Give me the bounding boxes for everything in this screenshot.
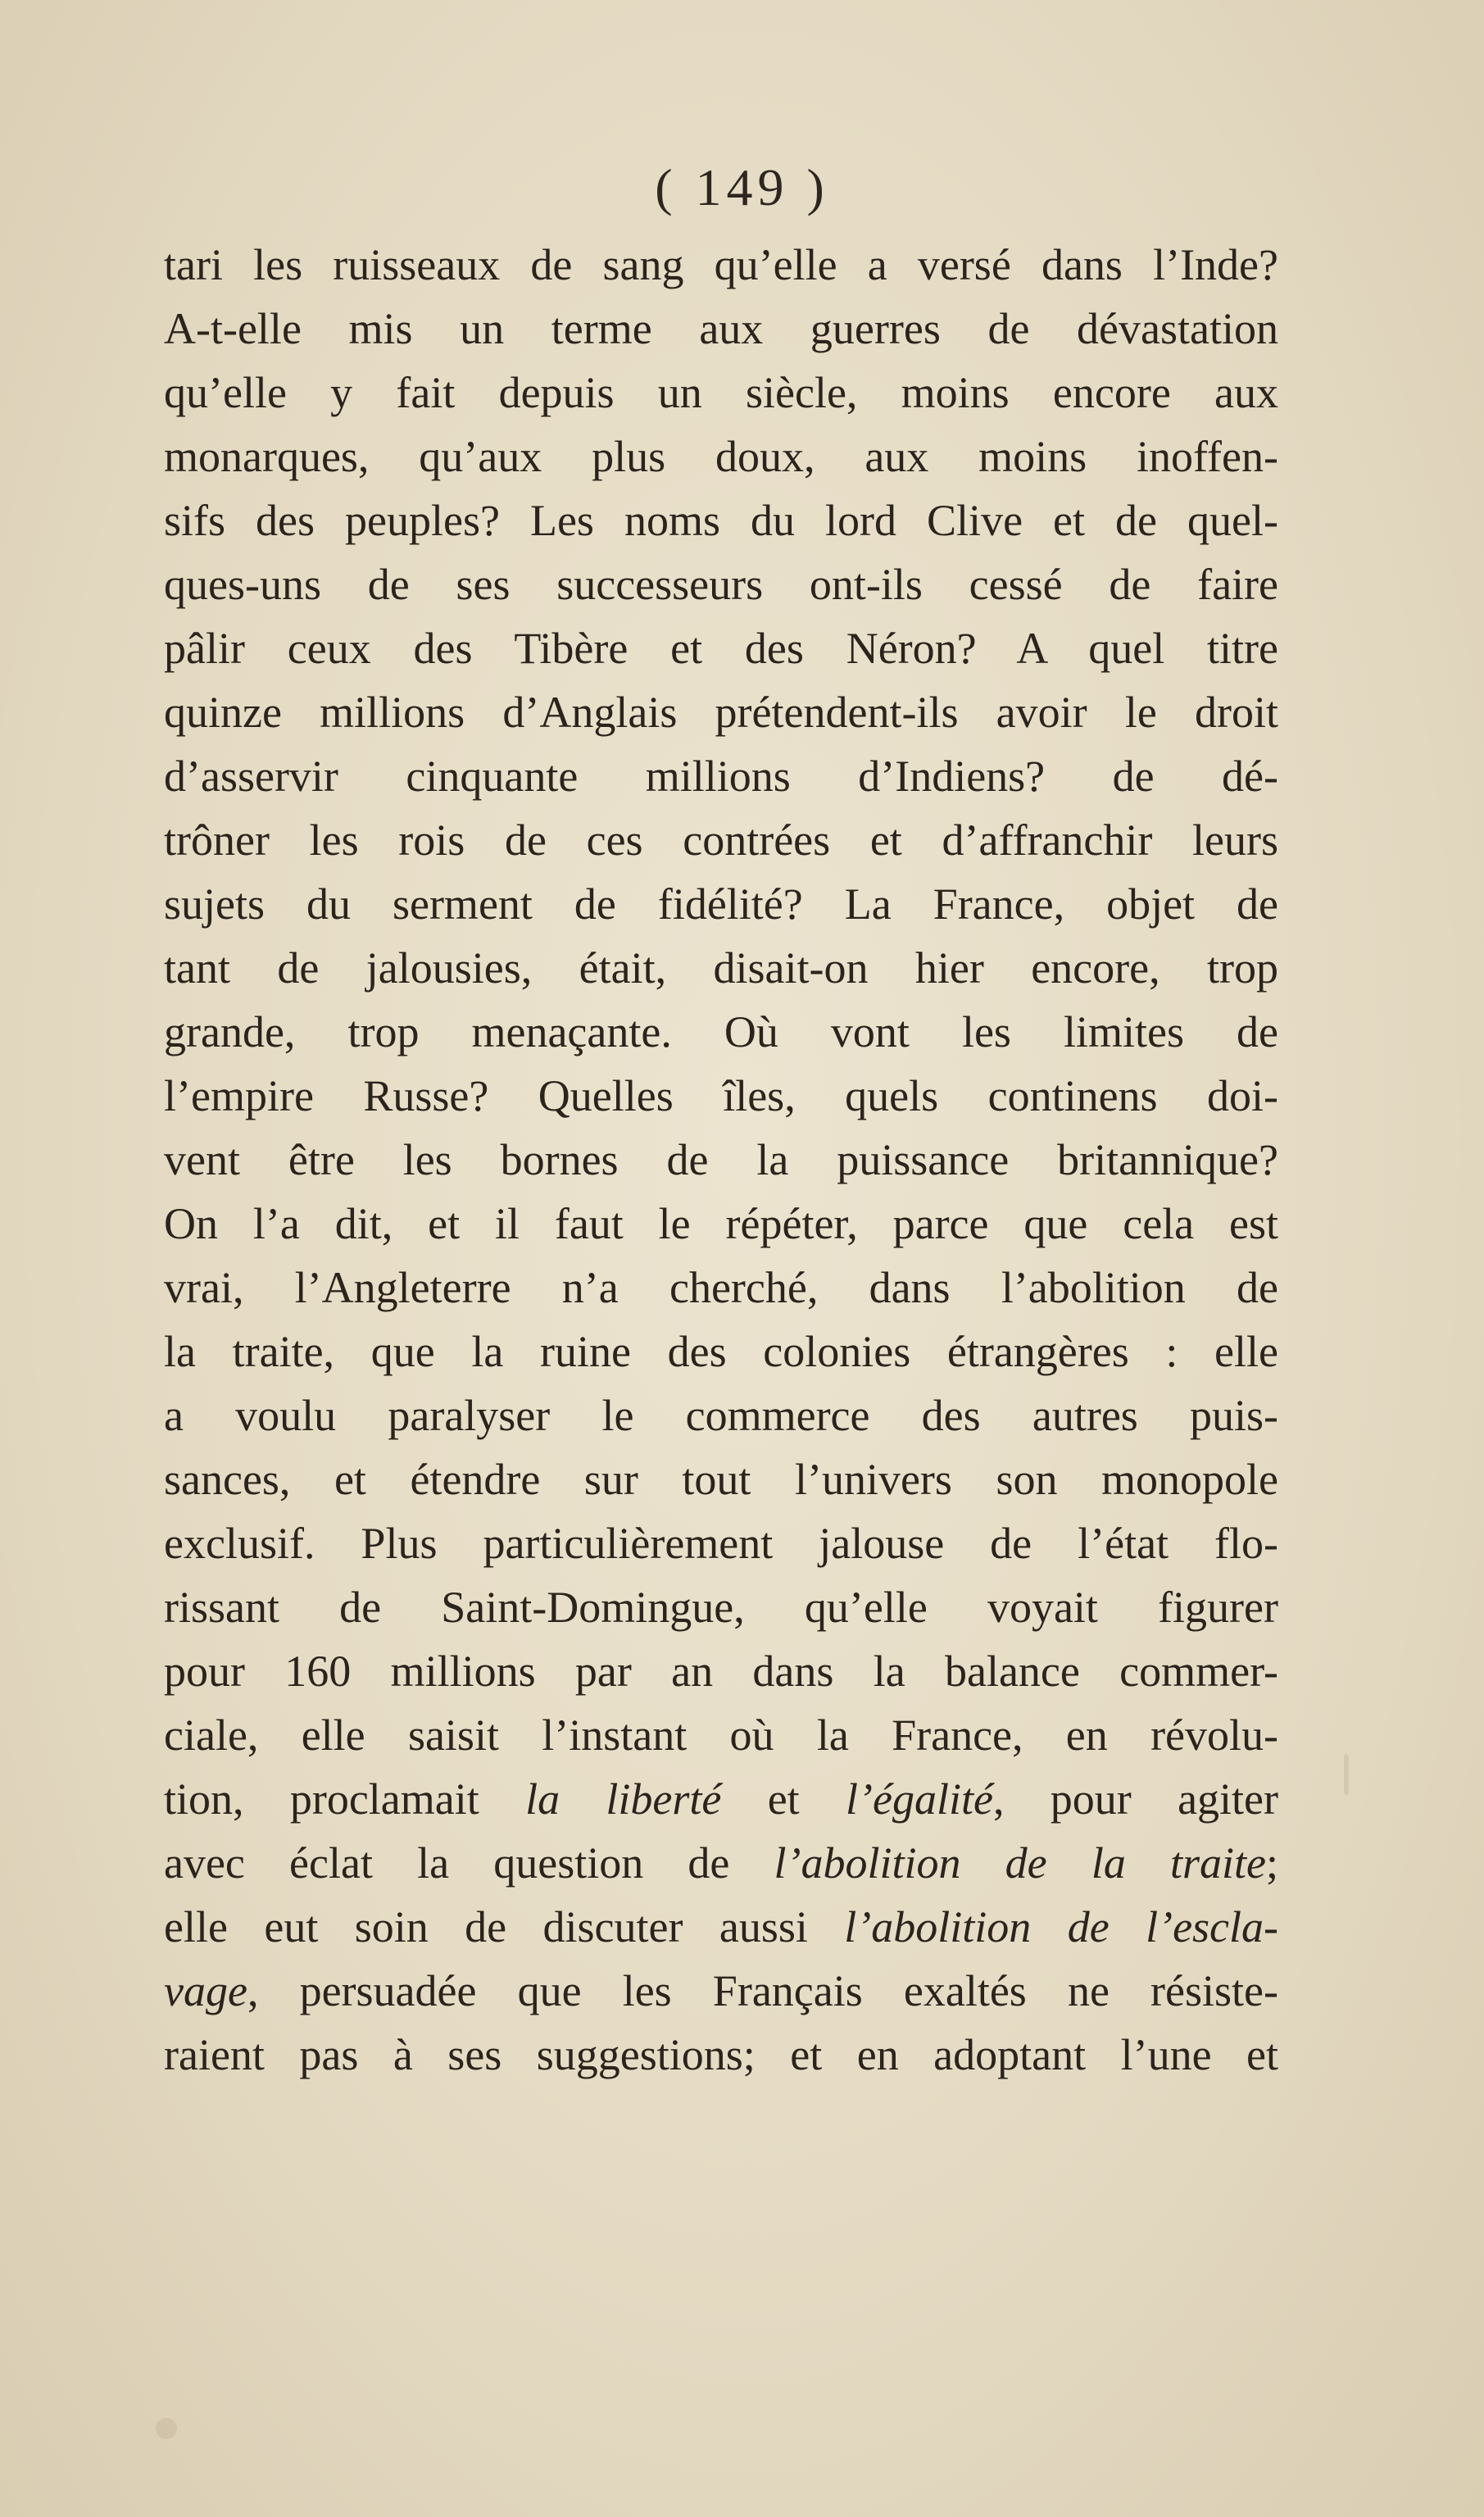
paper-stain <box>156 2418 177 2439</box>
text-line: elle eut soin de discuter aussi l’abolition de l’escla- <box>164 1902 1278 1951</box>
italic-phrase: la liberté <box>525 1774 722 1824</box>
text-line: A-t-elle mis un terme aux guerres de dévastation <box>164 304 1278 353</box>
text-line: ciale, elle saisit l’instant où la France, en révolu- <box>164 1711 1278 1760</box>
text-line: raient pas à ses suggestions; et en adoptant l’une et <box>164 2030 1278 2079</box>
text-line: pour 160 millions par an dans la balance commer- <box>164 1647 1278 1696</box>
text-line: a voulu paralyser le commerce des autres puis- <box>164 1391 1278 1440</box>
text-line: qu’elle y fait depuis un siècle, moins encore aux <box>164 368 1278 417</box>
text-line: sujets du serment de fidélité? La France, objet de <box>164 879 1278 929</box>
italic-phrase: vage <box>164 1966 247 2015</box>
text-line: tant de jalousies, était, disait-on hier encore, trop <box>164 943 1278 993</box>
text-line: rissant de Saint-Domingue, qu’elle voyait figurer <box>164 1583 1278 1632</box>
text-line: tari les ruisseaux de sang qu’elle a versé dans l’Inde? <box>164 240 1278 289</box>
italic-phrase: l’abolition de l’escla- <box>844 1902 1278 1951</box>
text-line: sifs des peuples? Les noms du lord Clive et de quel- <box>164 496 1278 545</box>
text-line: On l’a dit, et il faut le répéter, parce que cela est <box>164 1199 1278 1248</box>
text-line: sances, et étendre sur tout l’univers son monopole <box>164 1455 1278 1504</box>
text-line: exclusif. Plus particulièrement jalouse de l’état flo- <box>164 1519 1278 1568</box>
text-line: ques-uns de ses successeurs ont-ils cessé de faire <box>164 560 1278 609</box>
paper-stain <box>1344 1754 1349 1795</box>
text-line: pâlir ceux des Tibère et des Néron? A quel titre <box>164 624 1278 673</box>
text-line: vent être les bornes de la puissance britannique? <box>164 1135 1278 1184</box>
text-line: d’asservir cinquante millions d’Indiens? de dé- <box>164 752 1278 801</box>
text-line: l’empire Russe? Quelles îles, quels continens doi- <box>164 1071 1278 1120</box>
body-text <box>164 233 1278 2087</box>
text-line: vrai, l’Angleterre n’a cherché, dans l’abolition de <box>164 1263 1278 1312</box>
italic-phrase: l’égalité <box>846 1774 993 1824</box>
text-line: avec éclat la question de l’abolition de la traite; <box>164 1838 1278 1888</box>
text-line: trôner les rois de ces contrées et d’affranchir leurs <box>164 816 1278 865</box>
text-line: quinze millions d’Anglais prétendent-ils avoir le droit <box>164 688 1278 737</box>
page-number: ( 149 ) <box>655 158 829 216</box>
text-line: grande, trop menaçante. Où vont les limites de <box>164 1007 1278 1056</box>
text-line: vage, persuadée que les Français exaltés ne résiste- <box>164 1966 1278 2015</box>
text-line: la traite, que la ruine des colonies étrangères : elle <box>164 1327 1278 1376</box>
italic-phrase: l’abolition de la traite <box>774 1838 1266 1888</box>
text-line: tion, proclamait la liberté et l’égalité, pour agiter <box>164 1774 1278 1824</box>
text-line: monarques, qu’aux plus doux, aux moins inoffen- <box>164 432 1278 481</box>
